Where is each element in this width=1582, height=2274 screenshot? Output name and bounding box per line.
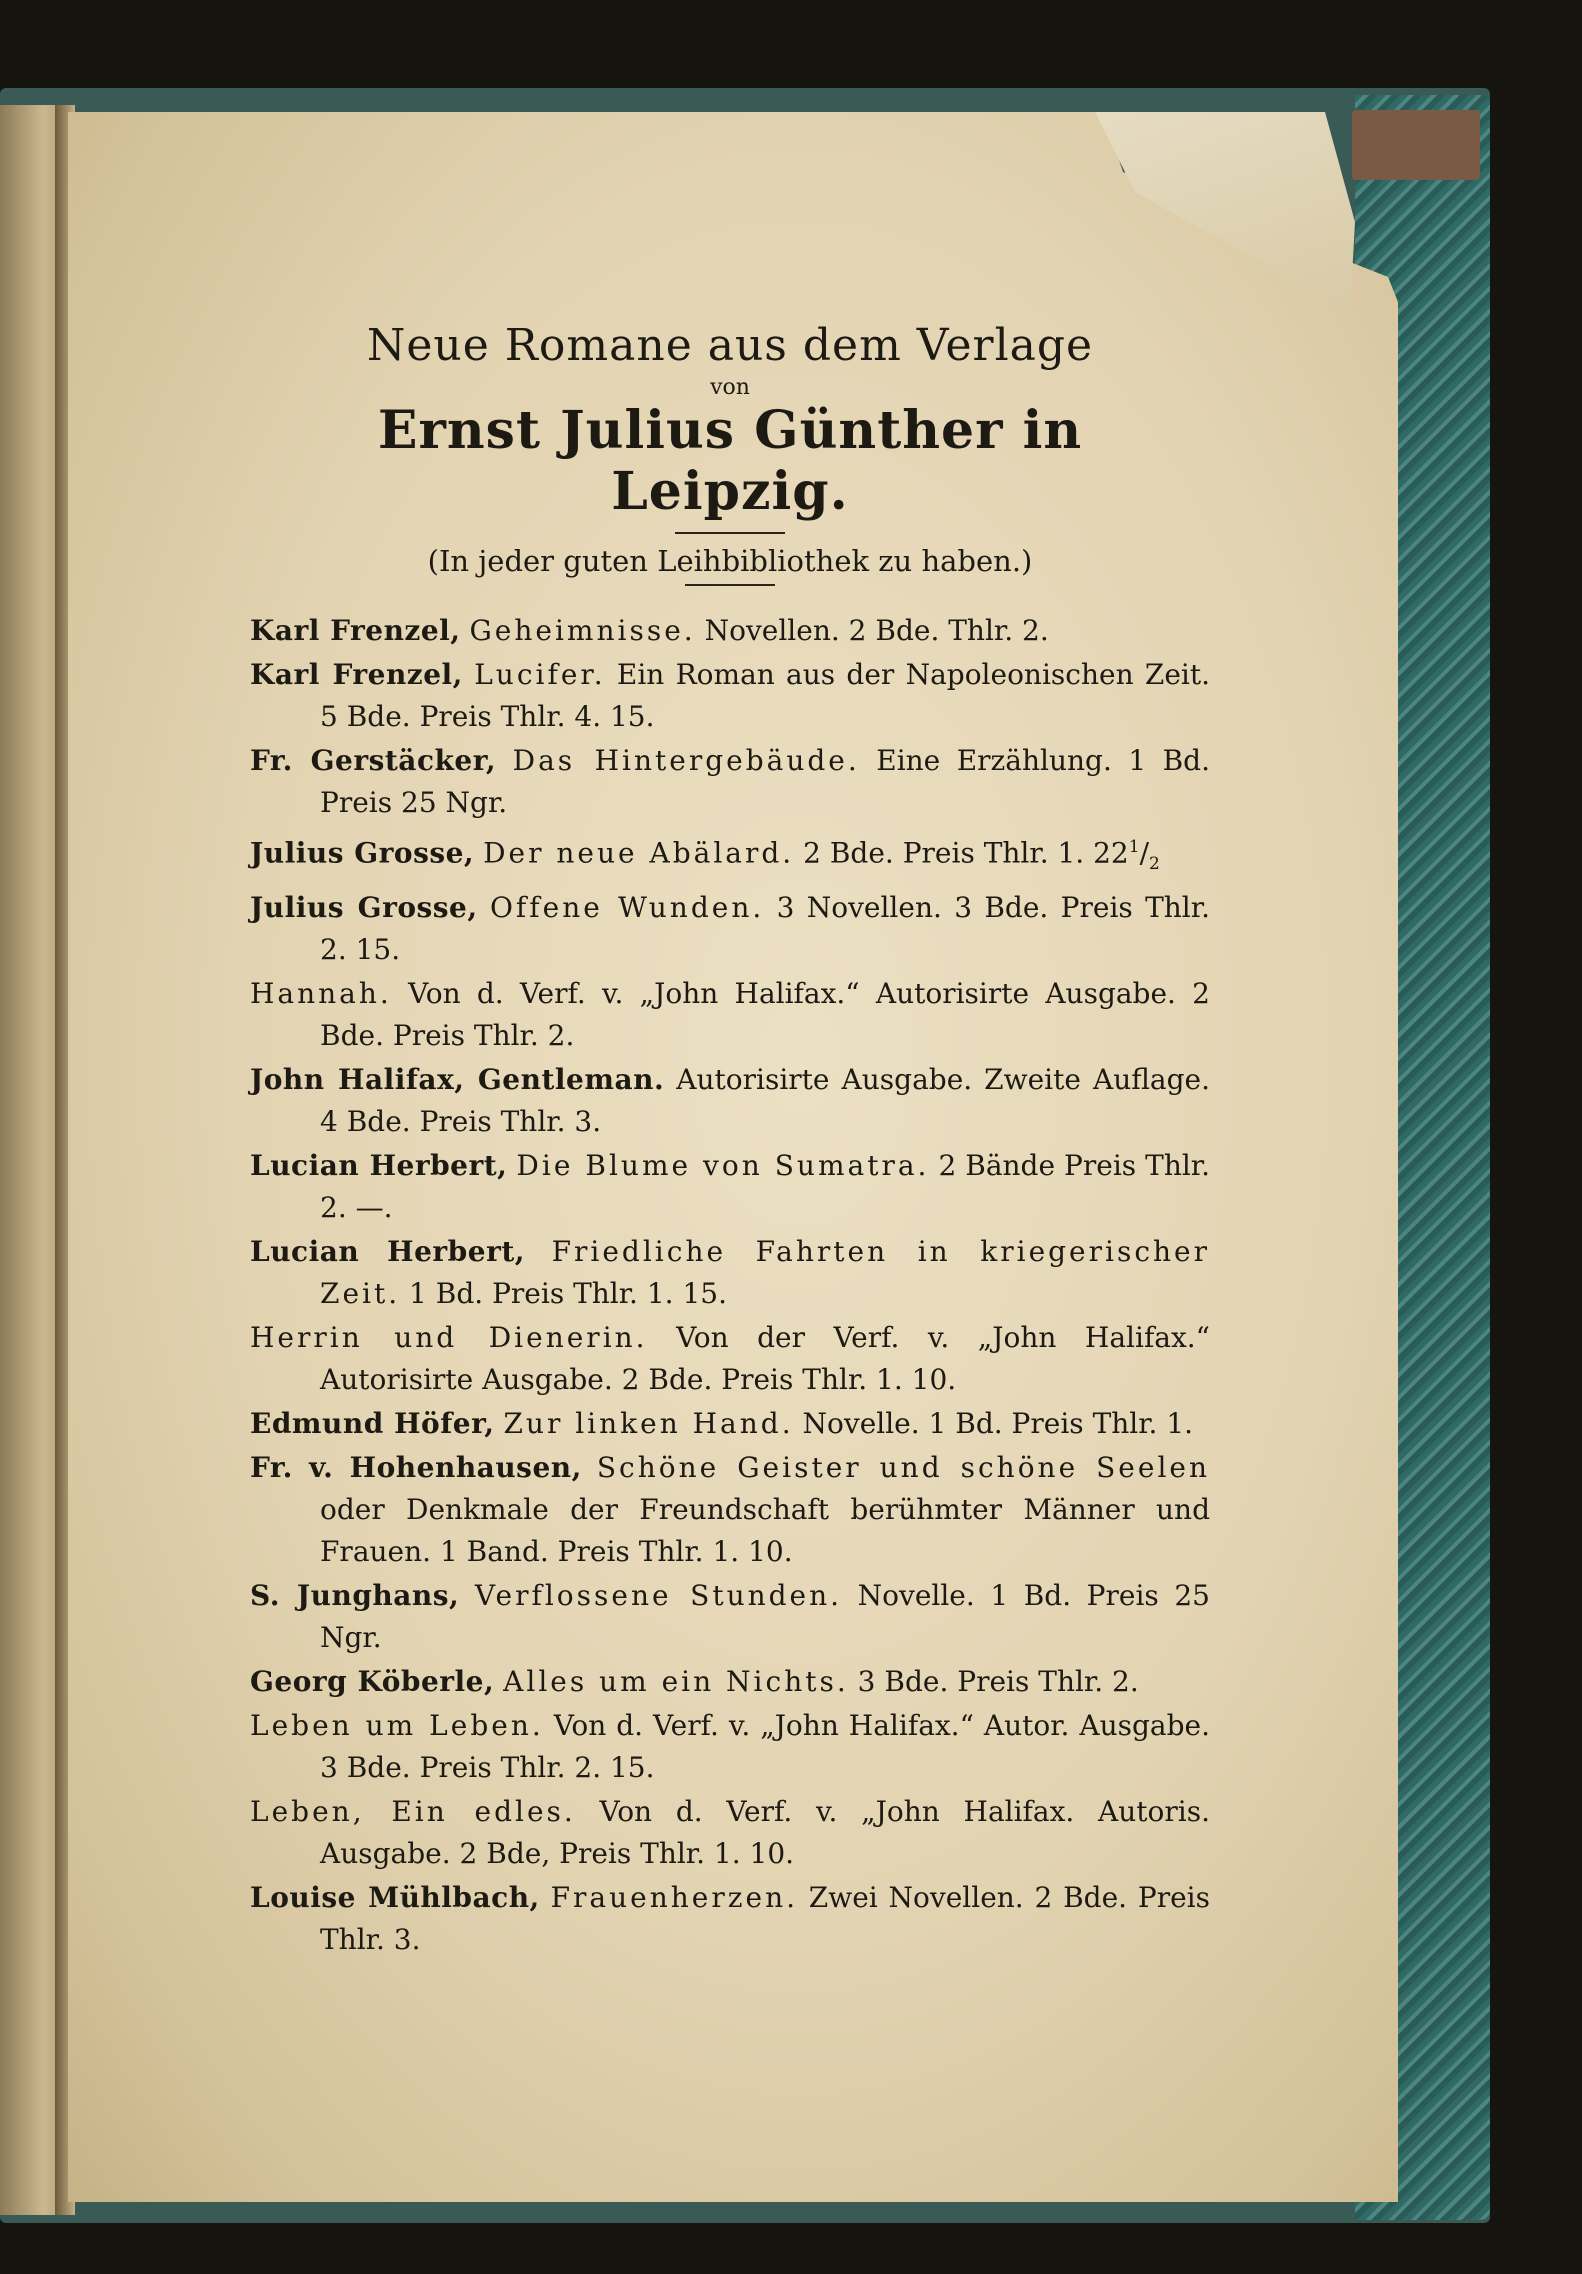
divider-rule bbox=[685, 584, 775, 586]
list-item: Edmund Höfer, Zur linken Hand. Novelle. 1 Bd. Preis Thlr. 1. bbox=[250, 1406, 1194, 1440]
list-item: Louise Mühlbach, Frauenherzen. Zwei Novellen. 2 Bde. Preis Thlr. 3. bbox=[250, 1880, 1210, 1956]
publisher-name: Ernst Julius Günther in Leipzig. bbox=[377, 400, 1083, 522]
list-item: Julius Grosse, Offene Wunden. 3 Novellen. 3 Bde. Preis Thlr. 2. 15. bbox=[250, 890, 1210, 966]
list-item: Leben, Ein edles. Von d. Verf. v. „John Halifax. Autoris. Ausgabe. 2 Bde, Preis Thlr. 1. 10. bbox=[250, 1794, 1211, 1870]
leather-corner bbox=[1352, 110, 1480, 180]
list-item: Hannah. Von d. Verf. v. „John Halifax.“ Autorisirte Ausgabe. 2 Bde. Preis Thlr. 2. bbox=[250, 976, 1211, 1052]
facing-page-edge bbox=[0, 105, 62, 2215]
list-item: Herrin und Dienerin. Von der Verf. v. „John Halifax.“ Autorisirte Ausgabe. 2 Bde. Preis Thlr. 1. 10. bbox=[250, 1320, 1210, 1396]
list-item: Lucian Herbert, Friedliche Fahrten in kriegerischer Zeit. 1 Bd. Preis Thlr. 1. 15. bbox=[250, 1234, 1211, 1310]
list-item: Karl Frenzel, Lucifer. Ein Roman aus der Napoleonischen Zeit. 5 Bde. Preis Thlr. 4. 15. bbox=[250, 658, 1211, 733]
list-item: Fr. Gerstäcker, Das Hintergebäude. Eine Erzählung. 1 Bd. Preis 25 Ngr. bbox=[250, 744, 1210, 819]
list-item: Lucian Herbert, Die Blume von Sumatra. 2 Bände Preis Thlr. 2. —. bbox=[250, 1148, 1211, 1224]
subtitle: (In jeder guten Leihbibliothek zu haben.) bbox=[427, 544, 1033, 578]
page-content bbox=[250, 320, 1210, 1963]
list-item: Julius Grosse, Der neue Abälard. 2 Bde. Preis Thlr. 1. $22^1/_2$ bbox=[250, 836, 1160, 874]
list-item: Karl Frenzel, Geheimnisse. Novellen. 2 Bde. Thlr. 2. bbox=[250, 614, 1049, 647]
divider-rule bbox=[675, 532, 785, 534]
list-item: Fr. v. Hohenhausen, Schöne Geister und schöne Seelen oder Denkmale der Freundschaft berühmter Männer und Frauen. 1 Band. Preis Thlr. 1. 10. bbox=[250, 1450, 1211, 1568]
list-item: Leben um Leben. Von d. Verf. v. „John Halifax.“ Autor. Ausgabe. 3 Bde. Preis Thlr. 2. 15. bbox=[250, 1708, 1211, 1784]
header-line: Neue Romane aus dem Verlage bbox=[366, 320, 1094, 371]
list-item: S. Junghans, Verflossene Stunden. Novelle. 1 Bd. Preis 25 Ngr. bbox=[250, 1578, 1210, 1654]
list-item: Georg Köberle, Alles um ein Nichts. 3 Bde. Preis Thlr. 2. bbox=[250, 1664, 1139, 1698]
list-item: John Halifax, Gentleman. Autorisirte Ausgabe. Zweite Auflage. 4 Bde. Preis Thlr. 3. bbox=[250, 1062, 1210, 1138]
catalogue-list bbox=[250, 610, 1210, 1961]
header-von: von bbox=[710, 375, 750, 400]
